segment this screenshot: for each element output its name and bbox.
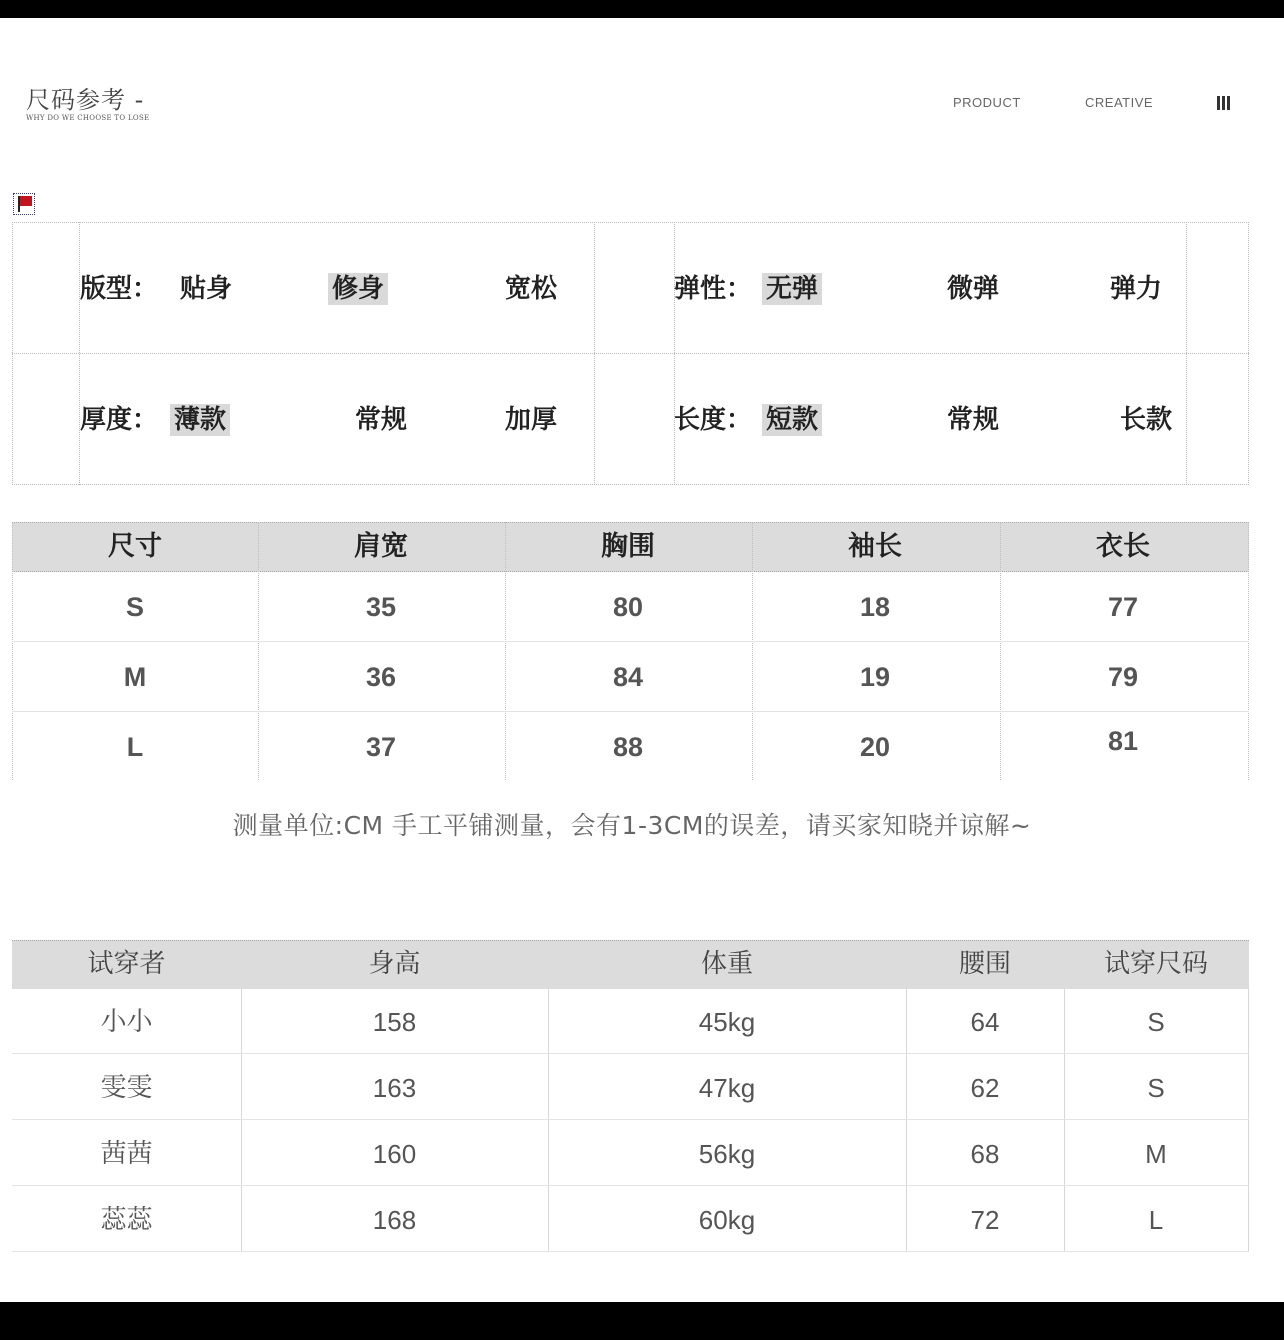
tryon-header-waist: 腰围 [958,949,1011,979]
menu-bars-icon[interactable] [1217,96,1231,110]
tryon-cell: 62 [970,1073,1000,1103]
tryon-header-model: 试穿者 [87,949,166,979]
tryon-cell: 47kg [698,1073,756,1103]
thickness-option-thick: 加厚 [505,405,558,435]
elasticity-label: 弹性： [674,274,753,304]
thickness-option-thin-selected: 薄款 [170,404,230,436]
tryon-cell: 168 [372,1205,417,1235]
elasticity-option-stretch: 弹力 [1110,274,1163,304]
size-cell: 19 [859,662,891,692]
elasticity-option-slight: 微弹 [947,274,1000,304]
thickness-option-regular: 常规 [355,405,408,435]
attributes-grid [12,222,1249,485]
size-cell: 77 [1107,592,1139,622]
size-header-sleeve: 袖长 [848,531,902,562]
length-label: 长度： [674,405,753,435]
brand-subtitle: WHY DO WE CHOOSE TO LOSE [26,114,150,122]
fit-option-slim-selected: 修身 [328,273,388,305]
size-cell: 35 [365,592,397,622]
size-cell: 80 [612,592,644,622]
fit-option-loose: 宽松 [505,274,558,304]
length-option-short-selected: 短款 [762,404,822,436]
tryon-header-size: 试穿尺码 [1103,949,1208,979]
size-cell: 81 [1107,726,1139,756]
size-cell: M [123,662,147,692]
fit-label: 版型： [80,274,159,304]
brand-title: 尺码参考 - [26,86,145,114]
thickness-label: 厚度： [80,405,159,435]
size-cell: 18 [859,592,891,622]
tryon-cell: 60kg [698,1205,756,1235]
top-black-bar [0,0,1284,18]
size-cell: 84 [612,662,644,692]
size-header-chest: 胸围 [601,531,655,562]
tryon-cell: 小小 [100,1007,153,1037]
tryon-cell: 72 [970,1205,1000,1235]
tryon-cell: S [1147,1073,1165,1103]
nav-product[interactable]: PRODUCT [953,95,1021,110]
tryon-header-weight: 体重 [700,949,753,979]
tryon-cell: L [1148,1205,1164,1235]
size-table [12,522,1249,780]
size-cell: 88 [612,732,644,762]
size-cell: 79 [1107,662,1139,692]
fit-option-tight: 贴身 [180,274,233,304]
length-option-long: 长款 [1120,405,1173,435]
tryon-cell: 雯雯 [100,1073,153,1103]
tryon-cell: 蕊蕊 [100,1205,153,1235]
tryon-cell: 160 [372,1139,417,1169]
tryon-cell: 163 [372,1073,417,1103]
size-cell: 20 [859,732,891,762]
measurement-note: 测量单位:CM 手工平铺测量，会有1-3CM的误差，请买家知晓并谅解~ [232,811,1032,840]
size-header-size: 尺寸 [108,531,162,562]
tryon-cell: 56kg [698,1139,756,1169]
tryon-cell: S [1147,1007,1165,1037]
tryon-cell: 68 [970,1139,1000,1169]
tryon-cell: 45kg [698,1007,756,1037]
bottom-black-bar [0,1302,1284,1340]
tryon-cell: 茜茜 [100,1139,153,1169]
tryon-cell: 64 [970,1007,1000,1037]
size-cell: S [125,592,144,622]
length-option-regular: 常规 [947,405,1000,435]
nav-creative[interactable]: CREATIVE [1085,95,1154,110]
size-cell: 37 [365,732,397,762]
tryon-header-height: 身高 [368,949,421,979]
tryon-table [12,940,1249,1252]
size-cell: L [126,732,144,762]
size-header-shoulder: 肩宽 [354,531,408,562]
tryon-cell: M [1145,1139,1167,1169]
size-header-length: 衣长 [1096,531,1150,562]
tryon-cell: 158 [372,1007,417,1037]
elasticity-option-none-selected: 无弹 [762,273,822,305]
red-flag-icon [13,193,35,215]
size-cell: 36 [365,662,397,692]
